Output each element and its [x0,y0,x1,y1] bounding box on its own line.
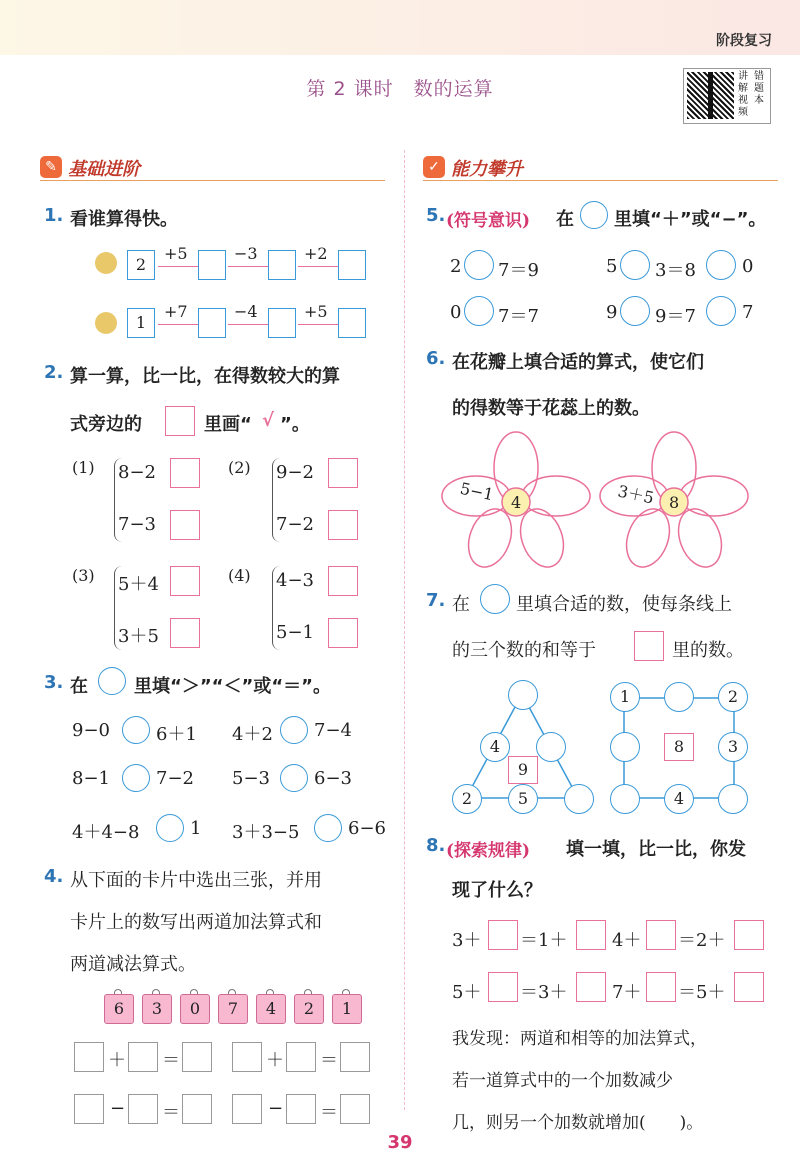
q3-r2-b: 7−2 [156,768,194,789]
q2-g4-a: 4−3 [276,570,314,591]
q2-example-box [165,406,195,436]
q8-e3-b: ＝3＋ [520,982,568,1003]
q3-r3-b: 1 [190,818,202,839]
q7-example-box [634,631,664,661]
tri-left-mid-circle: 4 [480,732,510,762]
q3-r1-circle2[interactable] [280,716,308,744]
q8-e1-b: ＝1＋ [520,930,568,951]
q5-r1-d: 3＝8 [655,260,696,281]
q3-r1-circle1[interactable] [122,716,150,744]
right-section-rule [423,180,778,181]
card-5[interactable]: 4 [256,994,286,1024]
q4-sub2-eq: ＝ [320,1102,338,1123]
q3-example-circle [98,667,126,695]
q5-r2-circle2[interactable] [620,296,650,326]
q3-r3-d: 6−6 [348,818,386,839]
card-ring-icon [114,989,122,994]
q5-r2-circle3[interactable] [706,296,736,326]
q4-add2-box1[interactable] [232,1042,262,1072]
tri-bottom-left-circle: 2 [452,784,482,814]
q8-e3-box1[interactable] [488,972,518,1002]
sq-bottom-mid-circle: 4 [664,784,694,814]
q3-r3-circle1[interactable] [156,814,184,842]
q5-r2-e: 7 [742,302,754,323]
card-1[interactable]: 6 [104,994,134,1024]
rocket-icon: ✓ [423,156,445,178]
q8-e4-b: ＝5＋ [678,982,726,1003]
q4-sub2-box2[interactable] [286,1094,316,1124]
chain1-op1: +5 [164,244,188,263]
q2-g1-b: 7−3 [118,514,156,535]
chain1-box2[interactable] [268,250,296,280]
q4-add2-box3[interactable] [340,1042,370,1072]
q3-text-b: 里填“＞”“＜”或“＝”。 [134,676,331,697]
q2-line1: 算一算，比一比，在得数较大的算 [70,366,340,387]
q8-find-1: 我发现：两道和相等的加法算式， [452,1029,707,1049]
q5-tag: (符号意识) [446,211,531,231]
q2-g1-box-b[interactable] [170,510,200,540]
q3-number: 3. [44,672,64,693]
q2-check-mark: √ [262,410,275,431]
q4-line3: 两道减法算式。 [70,954,196,975]
q3-r2-d: 6−3 [314,768,352,789]
tri-right-mid-circle[interactable] [536,732,566,762]
q3-text-a: 在 [70,676,88,697]
q2-g4-b: 5−1 [276,622,314,643]
q2-g2-a: 9−2 [276,462,314,483]
card-3[interactable]: 0 [180,994,210,1024]
q4-add1-box3[interactable] [182,1042,212,1072]
q2-number: 2. [44,362,64,383]
section-label: 阶段复习 [716,33,772,49]
q8-find-3: 几，则另一个加数就增加( )。 [452,1113,704,1133]
q7-line2a: 的三个数的和等于 [452,640,596,661]
q4-sub1-box1[interactable] [74,1094,104,1124]
q2-g3-a: 5＋4 [118,574,159,595]
q8-tag: (探索规律) [446,841,531,861]
pen-icon: ✎ [40,156,62,178]
card-ring-icon [304,989,312,994]
q2-g2-b: 7−2 [276,514,314,535]
chain1-op2: −3 [234,244,258,263]
sq-top-mid-circle[interactable] [664,682,694,712]
card-4[interactable]: 7 [218,994,248,1024]
q8-e2-b: ＝2＋ [678,930,726,951]
q6-number: 6. [426,348,446,369]
qr-code-icon [687,72,734,119]
chain1-box3[interactable] [338,250,366,280]
chain1-arrow2 [228,266,268,267]
q4-sub2-minus: − [268,1098,284,1119]
q3-r1-c: 4＋2 [232,724,273,745]
q2-line2c: ”。 [280,414,310,435]
q2-g2-box-a[interactable] [328,458,358,488]
chain2-box2[interactable] [268,308,296,338]
q8-e3-a: 5＋ [452,982,482,1003]
chain2-box1[interactable] [198,308,226,338]
q5-r2-b: 7＝7 [498,306,539,327]
q3-r3-circle2[interactable] [314,814,342,842]
tri-bottom-right-circle[interactable] [564,784,594,814]
q7-number: 7. [426,590,446,611]
q7-line2b: 里的数。 [672,640,744,661]
q2-g1-label: (1) [72,458,95,477]
q4-add1-eq: ＝ [162,1050,180,1071]
q2-g1-a: 8−2 [118,462,156,483]
card-ring-icon [152,989,160,994]
left-section-rule [40,180,385,181]
q2-g3-b: 3＋5 [118,626,159,647]
q8-line2: 现了什么？ [452,880,542,901]
q2-g3-label: (3) [72,566,95,585]
q3-r2-circle2[interactable] [280,764,308,792]
card-2[interactable]: 3 [142,994,172,1024]
q7-example-circle [480,584,510,614]
chain2-arrow1 [158,324,198,325]
q8-line1: 填一填，比一比，你发 [566,839,746,860]
flower1-petal-text: 5−1 [458,478,496,505]
q3-r1-a: 9−0 [72,720,110,741]
q4-sub1-box2[interactable] [128,1094,158,1124]
q8-e4-a: 7＋ [612,982,642,1003]
qr-label-2: 错 题 本 [754,71,764,106]
q5-r1-circle2[interactable] [620,250,650,280]
q5-r1-b: 7＝9 [498,260,539,281]
q8-number: 8. [426,835,446,856]
q8-e1-box1[interactable] [488,920,518,950]
q2-g2-box-b[interactable] [328,510,358,540]
q5-r1-circle1[interactable] [464,250,494,280]
q2-g3-box-b[interactable] [170,618,200,648]
q5-r1-circle3[interactable] [706,250,736,280]
tri-top-circle[interactable] [508,680,538,710]
duck-icon [95,252,117,274]
top-band [0,0,800,55]
q2-g4-box-b[interactable] [328,618,358,648]
q2-g2-label: (2) [228,458,251,477]
page-number: 39 [387,1132,413,1153]
right-section-title: 能力攀升 [451,159,523,180]
chain1-box1[interactable] [198,250,226,280]
chick-icon [95,312,117,334]
column-divider [404,150,405,1110]
chain2-op1: +7 [164,302,188,321]
q8-e2-box2[interactable] [734,920,764,950]
q4-line2: 卡片上的数写出两道加法算式和 [70,912,322,933]
q7-text-b: 里填合适的数，使每条线上 [516,594,732,615]
sq-left-mid-circle[interactable] [610,732,640,762]
q8-e2-box1[interactable] [646,920,676,950]
q5-example-circle [580,201,608,229]
q3-r2-circle1[interactable] [122,764,150,792]
q5-number: 5. [426,205,446,226]
q8-e3-box2[interactable] [576,972,606,1002]
sq-center-box: 8 [664,733,694,761]
qr-label-1: 讲 解 视 频 [738,71,748,118]
q6-line2: 的得数等于花蕊上的数。 [452,398,650,419]
q5-r1-c: 5 [606,256,618,277]
q5-r2-d: 9＝7 [655,306,696,327]
q4-sub2-box1[interactable] [232,1094,262,1124]
q2-g3-box-a[interactable] [170,566,200,596]
flower2-petal-text: 3＋5 [616,481,656,508]
card-ring-icon [342,989,350,994]
q4-add1-box2[interactable] [128,1042,158,1072]
q4-sub1-eq: ＝ [162,1102,180,1123]
q4-sub1-minus: − [110,1098,126,1119]
q2-g1-box-a[interactable] [170,458,200,488]
card-ring-icon [190,989,198,994]
q3-r1-d: 7−4 [314,720,352,741]
q3-r1-b: 6＋1 [156,724,197,745]
q8-e1-a: 3＋ [452,930,482,951]
q4-add2-plus: ＋ [266,1050,284,1071]
q8-find-2: 若一道算式中的一个加数减少 [452,1071,673,1091]
chain2-box3[interactable] [338,308,366,338]
q5-r2-a: 0 [450,302,462,323]
chain1-arrow3 [298,266,338,267]
q2-line2b: 里画“ [204,414,252,435]
q4-add1-plus: ＋ [108,1050,126,1071]
q4-sub1-box3[interactable] [182,1094,212,1124]
flower2-center-value: 8 [669,493,680,512]
q8-e4-box2[interactable] [734,972,764,1002]
sq-bottom-left-circle[interactable] [610,784,640,814]
q5-text-b: 里填“＋”或“−”。 [614,209,767,230]
sq-bottom-right-circle[interactable] [718,784,748,814]
chain1-start: 2 [127,250,155,280]
q8-e1-box2[interactable] [576,920,606,950]
q7-text-a: 在 [452,594,470,615]
q4-add2-box2[interactable] [286,1042,316,1072]
card-6[interactable]: 2 [294,994,324,1024]
q5-r1-e: 0 [742,256,754,277]
q4-sub2-box3[interactable] [340,1094,370,1124]
q1-text: 看谁算得快。 [70,209,178,230]
sq-top-left-circle: 1 [610,682,640,712]
chain1-arrow1 [158,266,198,267]
card-ring-icon [266,989,274,994]
chain2-arrow2 [228,324,268,325]
q8-e4-box1[interactable] [646,972,676,1002]
q3-r2-c: 5−3 [232,768,270,789]
tri-center-box: 9 [508,756,538,784]
q5-r2-c: 9 [606,302,618,323]
chain2-start: 1 [127,308,155,338]
tri-bottom-mid-circle: 5 [508,784,538,814]
q8-e2-a: 4＋ [612,930,642,951]
q1-number: 1. [44,205,64,226]
chain1-op3: +2 [304,244,328,263]
q6-line1: 在花瓣上填合适的算式，使它们 [452,352,704,373]
q3-r3-c: 3＋3−5 [232,822,300,843]
q4-add1-box1[interactable] [74,1042,104,1072]
q5-r1-a: 2 [450,256,462,277]
flower1-center-value: 4 [511,493,522,512]
sq-right-mid-circle: 3 [718,732,748,762]
card-7[interactable]: 1 [332,994,362,1024]
q3-r3-a: 4＋4−8 [72,822,140,843]
q4-add2-eq: ＝ [320,1050,338,1071]
q5-text-a: 在 [556,209,574,230]
sq-top-right-circle: 2 [718,682,748,712]
q2-g4-box-a[interactable] [328,566,358,596]
page-title: 第 2 课时 数的运算 [306,78,494,100]
q3-r2-a: 8−1 [72,768,110,789]
q2-g4-label: (4) [228,566,251,585]
q4-number: 4. [44,866,64,887]
chain2-arrow3 [298,324,338,325]
chain2-op3: +5 [304,302,328,321]
q4-line1: 从下面的卡片中选出三张，并用 [70,870,322,891]
qr-code-panel[interactable] [683,68,771,124]
left-section-title: 基础进阶 [68,159,140,180]
card-ring-icon [228,989,236,994]
q2-line2a: 式旁边的 [70,414,142,435]
q5-r2-circle1[interactable] [464,296,494,326]
chain2-op2: −4 [234,302,258,321]
